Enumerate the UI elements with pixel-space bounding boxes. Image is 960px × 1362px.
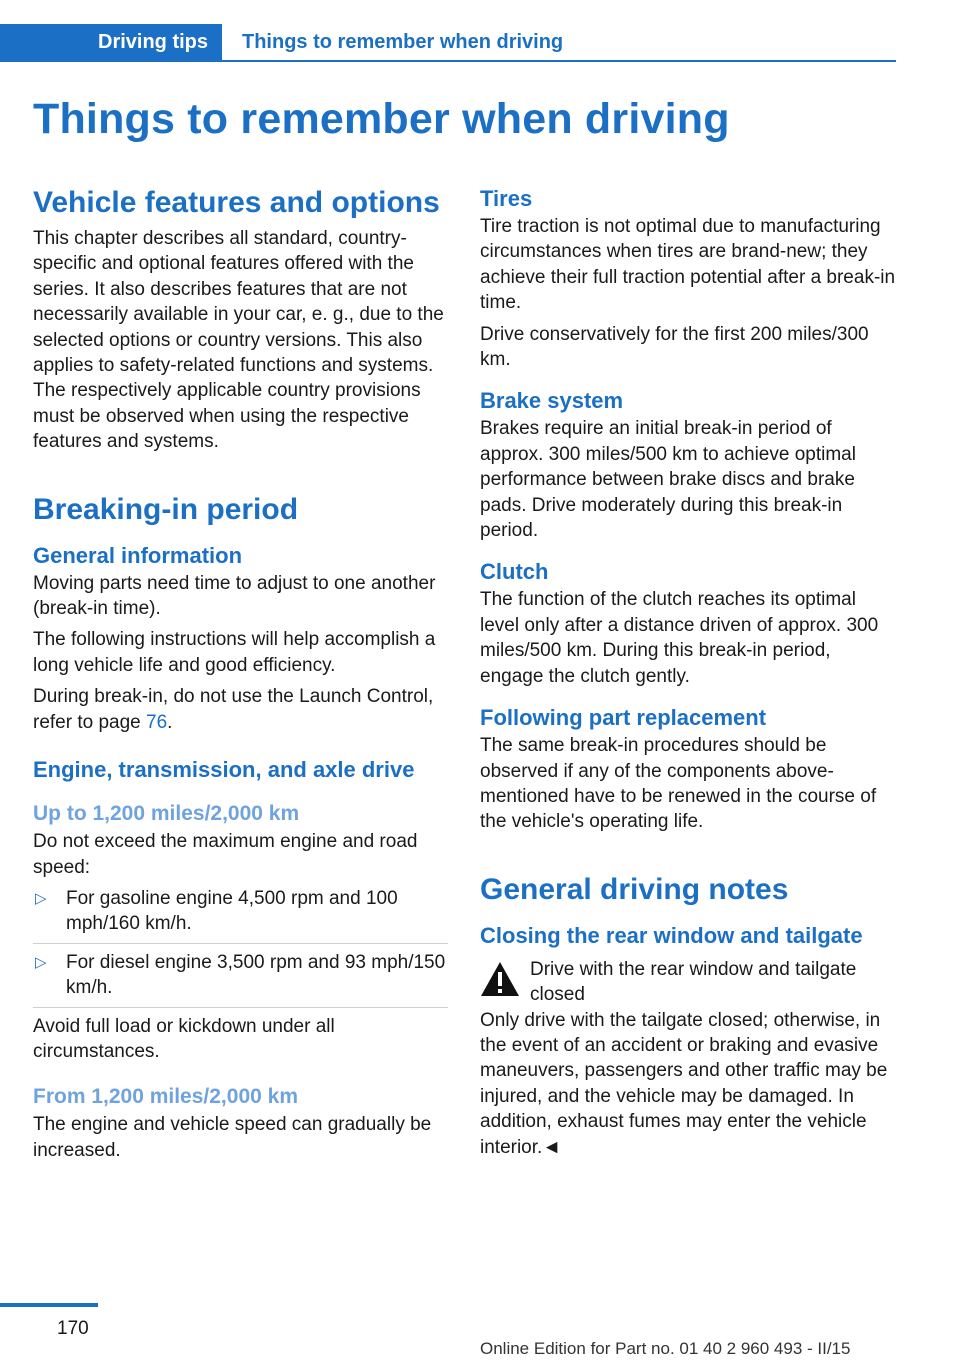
up-to-heading: Up to 1,200 miles/2,000 km — [33, 802, 300, 826]
closing-heading: Closing the rear window and tailgate — [480, 922, 863, 948]
page-header — [0, 24, 896, 62]
warning-callout — [480, 957, 898, 1008]
list-item-text: For diesel engine 3,500 rpm and 93 mph/150 km/h. — [66, 951, 446, 999]
left-column — [33, 184, 448, 1163]
section-tab: Driving tips — [0, 24, 222, 62]
clutch-body: The function of the clutch reaches its optimal level only after a distance driven of approx. 300 miles/500 km. During this break-in period, engage the clutch gently. — [480, 589, 879, 687]
brake-heading: Brake system — [480, 388, 624, 414]
warning-title: Drive with the rear window and tailgate closed — [530, 958, 857, 1006]
list-item — [33, 886, 448, 944]
from-heading: From 1,200 miles/2,000 km — [33, 1085, 298, 1109]
general-info-p1: Moving parts need time to adjust to one another (break-in time). — [33, 572, 436, 620]
replacement-body: The same break-in procedures should be observed if any of the components above-mentioned have to be renewed in the course of the vehicle's operating life. — [480, 735, 877, 833]
from-body: The engine and vehicle speed can gradually be increased. — [33, 1114, 432, 1161]
tires-p1: Tire traction is not optimal due to manufacturing circumstances when tires are brand-new; they achieve their full traction potential after a break-in time. — [480, 216, 896, 314]
general-info-p3 — [33, 684, 448, 735]
page-number: 170 — [57, 1318, 89, 1339]
general-notes-heading: General driving notes — [480, 872, 789, 906]
avoid-text: Avoid full load or kickdown under all circumstances. — [33, 1015, 335, 1062]
speed-limit-list — [33, 886, 448, 1008]
vehicle-features-body: This chapter describes all standard, country-specific and optional features offered with the series. It also describes features that are not necessarily available in your car, e. g., due to the selected options or country versions. This also applies to safety-related functions and systems. The respectively applicable country provisions must be observed when using the respective features and systems. — [33, 228, 444, 453]
closing-body: Only drive with the tailgate closed; otherwise, in the event of an accident or braking and evasive maneuvers, passengers and other traffic may be injured, and the vehicle may be damaged. In addition, exhaust fumes may enter the vehicle interior.◄ — [480, 1009, 888, 1158]
general-info-p3-end: . — [167, 711, 173, 733]
edition-note: Online Edition for Part no. 01 40 2 960 493 - II/15 — [480, 1339, 851, 1358]
engine-heading: Engine, transmission, and axle drive — [33, 757, 415, 783]
general-info-p3-text: During break-in, do not use the Launch Control, refer to page — [33, 686, 434, 733]
page-title: Things to remember when driving — [33, 95, 730, 143]
breaking-in-heading: Breaking-in period — [33, 492, 299, 526]
general-info-heading: General information — [33, 542, 243, 568]
breadcrumb: Things to remember when driving — [242, 31, 564, 53]
page-link-76[interactable]: 76 — [146, 711, 168, 733]
list-item — [33, 950, 448, 1008]
vehicle-features-heading: Vehicle features and options — [33, 186, 440, 219]
footer-rule — [0, 1303, 98, 1307]
triangle-bullet-icon: ▷ — [35, 953, 47, 971]
general-info-p2: The following instructions will help accomplish a long vehicle life and good efficiency. — [33, 629, 436, 676]
header-rule — [222, 60, 896, 62]
replacement-heading: Following part replacement — [480, 705, 767, 731]
tires-p2: Drive conservatively for the first 200 miles/300 km. — [480, 323, 869, 371]
brake-body: Brakes require an initial break-in period of approx. 300 miles/500 km to achieve optimal performance between brake discs and brake pads. Drive moderately during this break-in period. — [480, 418, 856, 542]
right-column — [480, 184, 898, 1160]
up-to-body: Do not exceed the maximum engine and road speed: — [33, 831, 418, 878]
tires-heading: Tires — [480, 186, 533, 211]
clutch-heading: Clutch — [480, 559, 549, 585]
list-item-text: For gasoline engine 4,500 rpm and 100 mph/160 km/h. — [66, 887, 398, 935]
warning-triangle-icon — [480, 961, 520, 997]
triangle-bullet-icon: ▷ — [35, 889, 47, 907]
